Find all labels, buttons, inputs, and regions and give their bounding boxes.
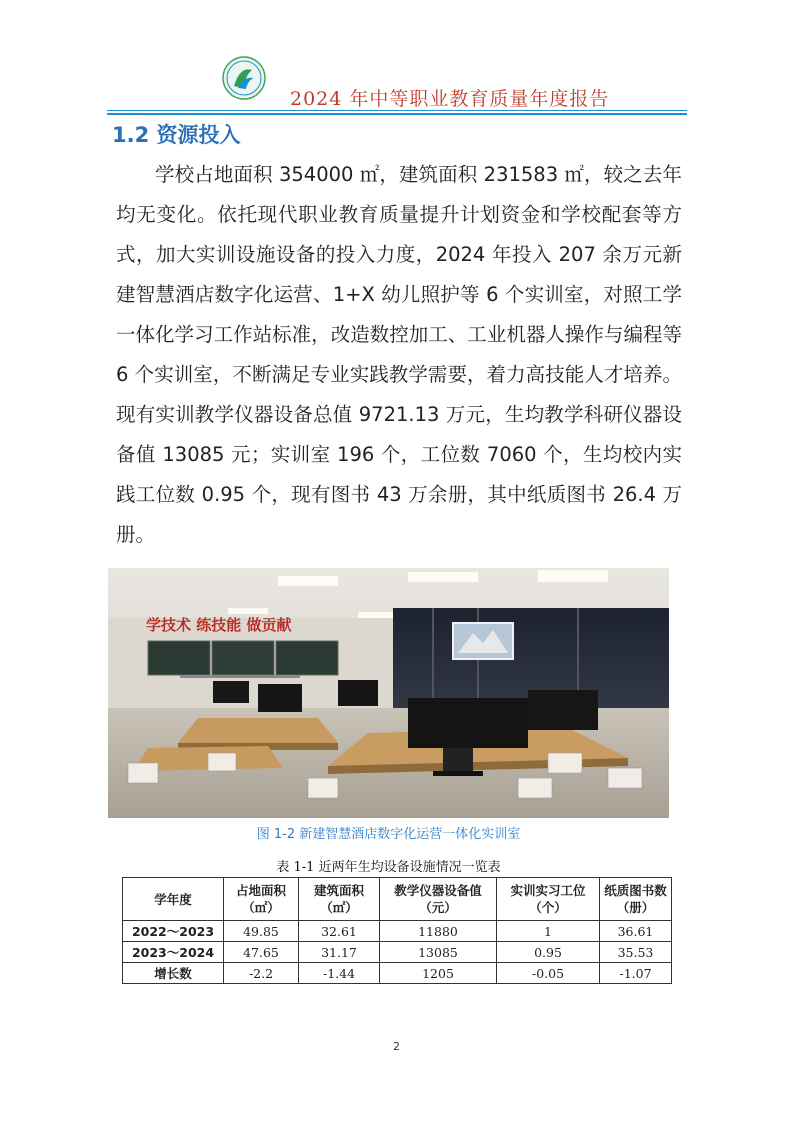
header-divider-thick <box>107 113 687 115</box>
table-cell: -2.2 <box>224 963 299 984</box>
report-header-title: 2024 年中等职业教育质量年度报告 <box>290 88 610 110</box>
table-cell: 36.61 <box>600 921 672 942</box>
figure-caption: 图 1-2 新建智慧酒店数字化运营一体化实训室 <box>256 827 521 842</box>
table-cell: 13085 <box>380 942 497 963</box>
training-room-photo <box>108 568 669 818</box>
header-cell: 教学仪器设备值 （元） <box>380 878 497 921</box>
table-cell: 增长数 <box>123 963 224 984</box>
header-cell: 学年度 <box>123 878 224 921</box>
table-cell: -0.05 <box>497 963 600 984</box>
table-cell: 1 <box>497 921 600 942</box>
table-header-row <box>123 878 672 921</box>
table-cell: 11880 <box>380 921 497 942</box>
table-cell: 2022～2023 <box>123 921 224 942</box>
table-cell: -1.44 <box>299 963 380 984</box>
section-heading: 1.2 资源投入 <box>112 123 241 147</box>
table-cell: 47.65 <box>224 942 299 963</box>
table-cell: 35.53 <box>600 942 672 963</box>
header-cell: 占地面积 （㎡） <box>224 878 299 921</box>
table-cell: 0.95 <box>497 942 600 963</box>
header-cell: 实训实习工位 （个） <box>497 878 600 921</box>
header-divider-thin <box>107 110 687 111</box>
table-cell: 32.61 <box>299 921 380 942</box>
wall-slogan: 学技术 练技能 做贡献 <box>146 616 292 634</box>
table-cell: 31.17 <box>299 942 380 963</box>
header-cell: 纸质图书数 （册） <box>600 878 672 921</box>
table-cell: -1.07 <box>600 963 672 984</box>
table-title: 表 1-1 近两年生均设备设施情况一览表 <box>276 860 501 875</box>
school-emblem-icon <box>222 56 266 100</box>
table-row <box>123 942 672 963</box>
page-number: 2 <box>393 1040 400 1053</box>
equipment-stats-table <box>122 877 672 984</box>
table-row <box>123 921 672 942</box>
table-cell: 1205 <box>380 963 497 984</box>
table-cell: 2023～2024 <box>123 942 224 963</box>
header-cell: 建筑面积 （㎡） <box>299 878 380 921</box>
table-cell: 49.85 <box>224 921 299 942</box>
body-paragraph: 学校占地面积 354000 ㎡，建筑面积 231583 ㎡，较之去年均无变化。依托现代职业教育质量提升计划资金和学校配套等方式，加大实训设施设备的投入力度，2024 年投入 207 余万元新建智慧酒店数字化运营、1+X 幼儿照护等 6 个实训室，对照工学一体化学习工作站标准，改造数控加工、工业机器人操作与编程等 6 个实训室，不断满足专业实践教学需要，着力高技能人才培养。现有实训教学仪器设备总值 9721.13 万元，生均教学科研仪器设备值 13085 元；实训室 196 个，工位数 7060 个，生均校内实践工位数 0.95 个，现有图书 43 万余册，其中纸质图书 26.4 万册。 <box>116 163 682 546</box>
table-row <box>123 963 672 984</box>
